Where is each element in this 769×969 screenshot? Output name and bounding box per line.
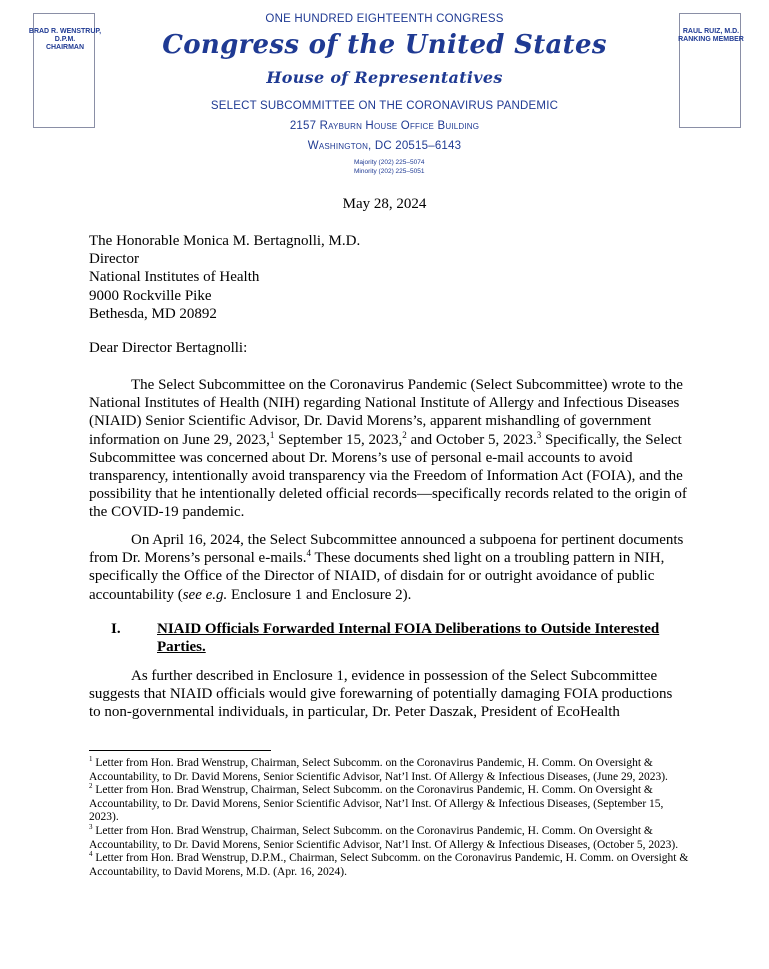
office-address: 2157 Rayburn House Office Building: [289, 120, 480, 132]
house-heading: House of Representatives: [266, 68, 503, 87]
salutation: Dear Director Bertagnolli:: [89, 340, 248, 356]
paragraph-1-text: and October 5, 2023.: [406, 431, 537, 448]
recipient-line: Bethesda, MD 20892: [89, 305, 217, 322]
footnote-ref-1: 1: [269, 429, 275, 440]
letterhead-title: Congress of the United States: [162, 30, 607, 60]
footnote-ref-3: 3: [536, 429, 542, 440]
footnote-text: Letter from Hon. Brad Wenstrup, Chairman, Select Subcomm. on the Coronavirus Pandemic, H. Comm. On Oversight & Accountability, to Dr. David Morens, Senior Scientific Advisor, Nat’l Inst. Of Allergy & Infectious Diseases, (October 5, 2023).: [89, 824, 679, 851]
footnote-text: Letter from Hon. Brad Wenstrup, D.P.M., Chairman, Select Subcomm. on the Coronavirus Pandemic, H. Comm. on Oversight & Accountability, to David Morens, M.D. (Apr. 16, 2024).: [89, 852, 689, 878]
footnote: [89, 825, 689, 852]
footnote-ref-4: 4: [306, 548, 311, 559]
footnote-divider: [89, 750, 271, 751]
congress-heading: ONE HUNDRED EIGHTEENTH CONGRESS: [265, 13, 504, 25]
footnote-number: 3: [89, 823, 93, 832]
footnote: [89, 784, 689, 825]
letter-date: May 28, 2024: [342, 196, 427, 212]
paragraph-2-text: On April 16, 2024, the Select Subcommittee announced a subpoena for pertinent documents from Dr. Morens’s personal e-mails.: [89, 532, 684, 567]
subcommittee-name: SELECT SUBCOMMITTEE ON THE CORONAVIRUS PANDEMIC: [210, 100, 559, 112]
paragraph-1: [89, 376, 687, 522]
ranking-member-name: RAUL RUIZ, M.D.: [682, 28, 740, 35]
recipient-line: The Honorable Monica M. Bertagnolli, M.D.: [89, 233, 361, 249]
paragraph-2-italic: see e.g.: [182, 586, 228, 603]
section-number: I.: [111, 621, 121, 637]
footnote: [89, 757, 689, 784]
paragraph-1-text: September 15, 2023,: [274, 431, 403, 448]
recipient-line: Director: [89, 251, 139, 268]
paragraph-2-text: These documents shed light on a troubling pattern in NIH, specifically the Office of the Director of NIAID, of disdain for or outright avoidance of public accountability (: [89, 550, 665, 603]
recipient-address: [89, 232, 360, 323]
footnotes: [89, 757, 689, 879]
recipient-line: 9000 Rockville Pike: [89, 287, 212, 304]
paragraph-1-text: The Select Subcommittee on the Coronavirus Pandemic (Select Subcommittee) wrote to the National Institutes of Health (NIH) regarding National Institute of Allergy and Infectious Diseases (NIAID) Senior Scientific Advisor, Dr. David Morens’s, apparent mishandling of government information on June 29, 2023,: [89, 377, 683, 448]
paragraph-3-text: As further described in Enclosure 1, evidence in possession of the Select Subcommittee suggests that NIAID officials would give forewarning of potentially damaging FOIA productions to non-governmental individuals, in particular, Dr. Peter Daszak, President of EcoHealth: [89, 668, 673, 721]
footnote-number: 4: [89, 850, 93, 859]
ranking-member-title: RANKING MEMBER: [678, 36, 744, 43]
minority-phone: Minority (202) 225–5051: [354, 168, 425, 175]
chairman-title: CHAIRMAN: [45, 44, 85, 51]
paragraph-1-text: Specifically, the Select Subcommittee was concerned about Dr. Morens’s use of personal e-mail accounts to avoid transparency, intentionally avoid transparency via the Freedom of Information Act (FOIA), and the possibility that he intentionally deleted official records—specifically records related to the origin of the COVID-19 pandemic.: [89, 431, 687, 521]
majority-phone: Majority (202) 225–5074: [354, 159, 425, 166]
footnote-text: Letter from Hon. Brad Wenstrup, Chairman, Select Subcomm. on the Coronavirus Pandemic, H. Comm. On Oversight & Accountability, to Dr. David Morens, Senior Scientific Advisor, Nat’l Inst. Of Allergy & Infectious Diseases, (June 29, 2023).: [89, 757, 668, 783]
section-title: NIAID Officials Forwarded Internal FOIA Deliberations to Outside Interested Parties.: [157, 621, 660, 656]
footnote-text: Letter from Hon. Brad Wenstrup, Chairman, Select Subcomm. on the Coronavirus Pandemic, H. Comm. On Oversight & Accountability, to Dr. David Morens, Senior Scientific Advisor, Nat’l Inst. Of Allergy & Infectious Diseases, (September 15, 2023).: [89, 784, 664, 824]
footnote-number: 2: [89, 782, 93, 791]
chairman-name: BRAD R. WENSTRUP, D.P.M.: [28, 28, 102, 43]
paragraph-2-text: Enclosure 1 and Enclosure 2).: [227, 586, 412, 603]
paragraph-3: [89, 667, 687, 722]
paragraph-2: [89, 531, 687, 604]
footnote: [89, 852, 689, 879]
footnote-number: 1: [89, 755, 93, 764]
office-city: Washington, DC 20515–6143: [307, 140, 462, 152]
footnote-ref-2: 2: [402, 429, 407, 440]
recipient-line: National Institutes of Health: [89, 269, 260, 286]
